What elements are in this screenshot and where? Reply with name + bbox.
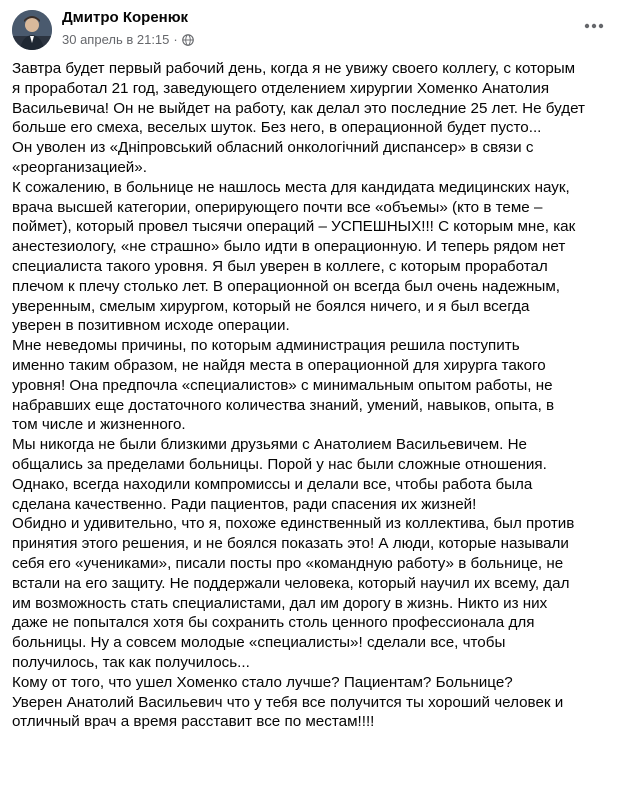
post-text-line: специалиста такого уровня. Я был уверен в коллеге, с которым проработал (12, 257, 548, 275)
post-text-line: врача высшей категории, оперирующего почти все «объемы» (кто в теме – (12, 198, 543, 216)
post-text-line: Уверен Анатолий Васильевич что у тебя все получится ты хороший человек и (12, 693, 564, 711)
post-text-line: именно таким образом, не найдя места в операционной для хирурга такого (12, 356, 546, 374)
post-text-line: Кому от того, что ушел Хоменко стало лучше? Пациентам? Больнице? (12, 673, 513, 691)
post-text-line: больницы. Ну а совсем молодые «специалисты»! сделали все, чтобы (12, 634, 506, 652)
post-text-line: Завтра будет первый рабочий день, когда я не увижу своего коллегу, с которым (12, 60, 576, 77)
globe-icon (182, 34, 194, 46)
avatar[interactable] (12, 10, 52, 50)
more-options-icon[interactable] (582, 16, 606, 36)
post-text-line: уверенным, смелым хирургом, который не боялся ничего, и я был всегда (12, 297, 530, 315)
post-text-line: больше его смеха, веселых шуток. Без него, в операционной будет пусто... (12, 119, 542, 137)
post-text-line: плечом к плечу столько лет. В операционной он всегда был очень надежным, (12, 277, 560, 295)
post-text-line: им возможность стать специалистами, дал им дорогу в жизнь. Никто из них (12, 594, 548, 612)
post-text-line: получилось, так как получилось... (12, 653, 250, 671)
post-date[interactable]: 30 апрель в 21:15 (62, 32, 170, 47)
post-text-line: встали на его защиту. Не поддержали человека, который научил их всему, дал (12, 574, 570, 592)
post-text-line: набравших еще достаточного количества знаний, умений, навыков, опыта, в (12, 396, 555, 414)
post-text-line: Обидно и удивительно, что я, похоже единственный из коллектива, был против (12, 515, 575, 533)
post-text-line: уровня! Она предпочла «специалистов» с минимальным опытом работы, не (12, 376, 553, 394)
post-text-line: Однако, всегда находили компромиссы и делали все, чтобы работа была (12, 475, 533, 493)
post-text-line: даже не попытался хотя бы сохранить столь ценного профессионала для (12, 614, 535, 632)
post-text-line: я проработал 21 год, заведующего отделением хирургии Хоменко Анатолия (12, 79, 550, 97)
post-text-line: К сожалению, в больнице не нашлось места для кандидата медицинских наук, (12, 178, 570, 196)
post-text-line: общались за пределами больницы. Порой у нас были сложные отношения. (12, 455, 547, 473)
post-meta (62, 32, 194, 47)
avatar-photo-icon (12, 10, 52, 50)
post-text-line: Мы никогда не были близкими друзьями с Анатолием Васильевичем. Не (12, 436, 527, 454)
post-text-line: анестезиологу, «не страшно» было идти в операционную. И теперь рядом нет (12, 238, 566, 256)
post-text-line: Мне неведомы причины, по которым администрация решила поступить (12, 337, 520, 355)
meta-separator: · (173, 32, 178, 47)
post-text-line: сделана качественно. Ради пациентов, ради спасения их жизней! (12, 495, 477, 513)
post-header (12, 6, 612, 54)
post-text-line: себя его «учениками», писали посты про «командную работу» в больнице, не (12, 554, 564, 572)
post-text (12, 59, 616, 732)
post-text-line: том числе и жизненного. (12, 416, 186, 434)
post-text-line: уверен в позитивном исходе операции. (12, 317, 290, 335)
post-text-line: отличный врач а время расставит все по местам!!!! (12, 713, 375, 731)
author-name[interactable]: Дмитро Коренюк (62, 9, 189, 26)
post-text-line: принятия этого решения, и не боялся показать это! А люди, которые называли (12, 535, 569, 553)
post-text-line: Васильевича! Он не выйдет на работу, как делал это последние 25 лет. Не будет (12, 99, 586, 117)
post-text-line: Он уволен из «Дніпровський обласний онкологічний диспансер» в связи с (12, 139, 534, 157)
post-text-line: поймет), который провел тысячи операций – УСПЕШНЫХ!!! С которым мне, как (12, 218, 576, 236)
post-text-line: «реорганизацией». (12, 158, 147, 176)
